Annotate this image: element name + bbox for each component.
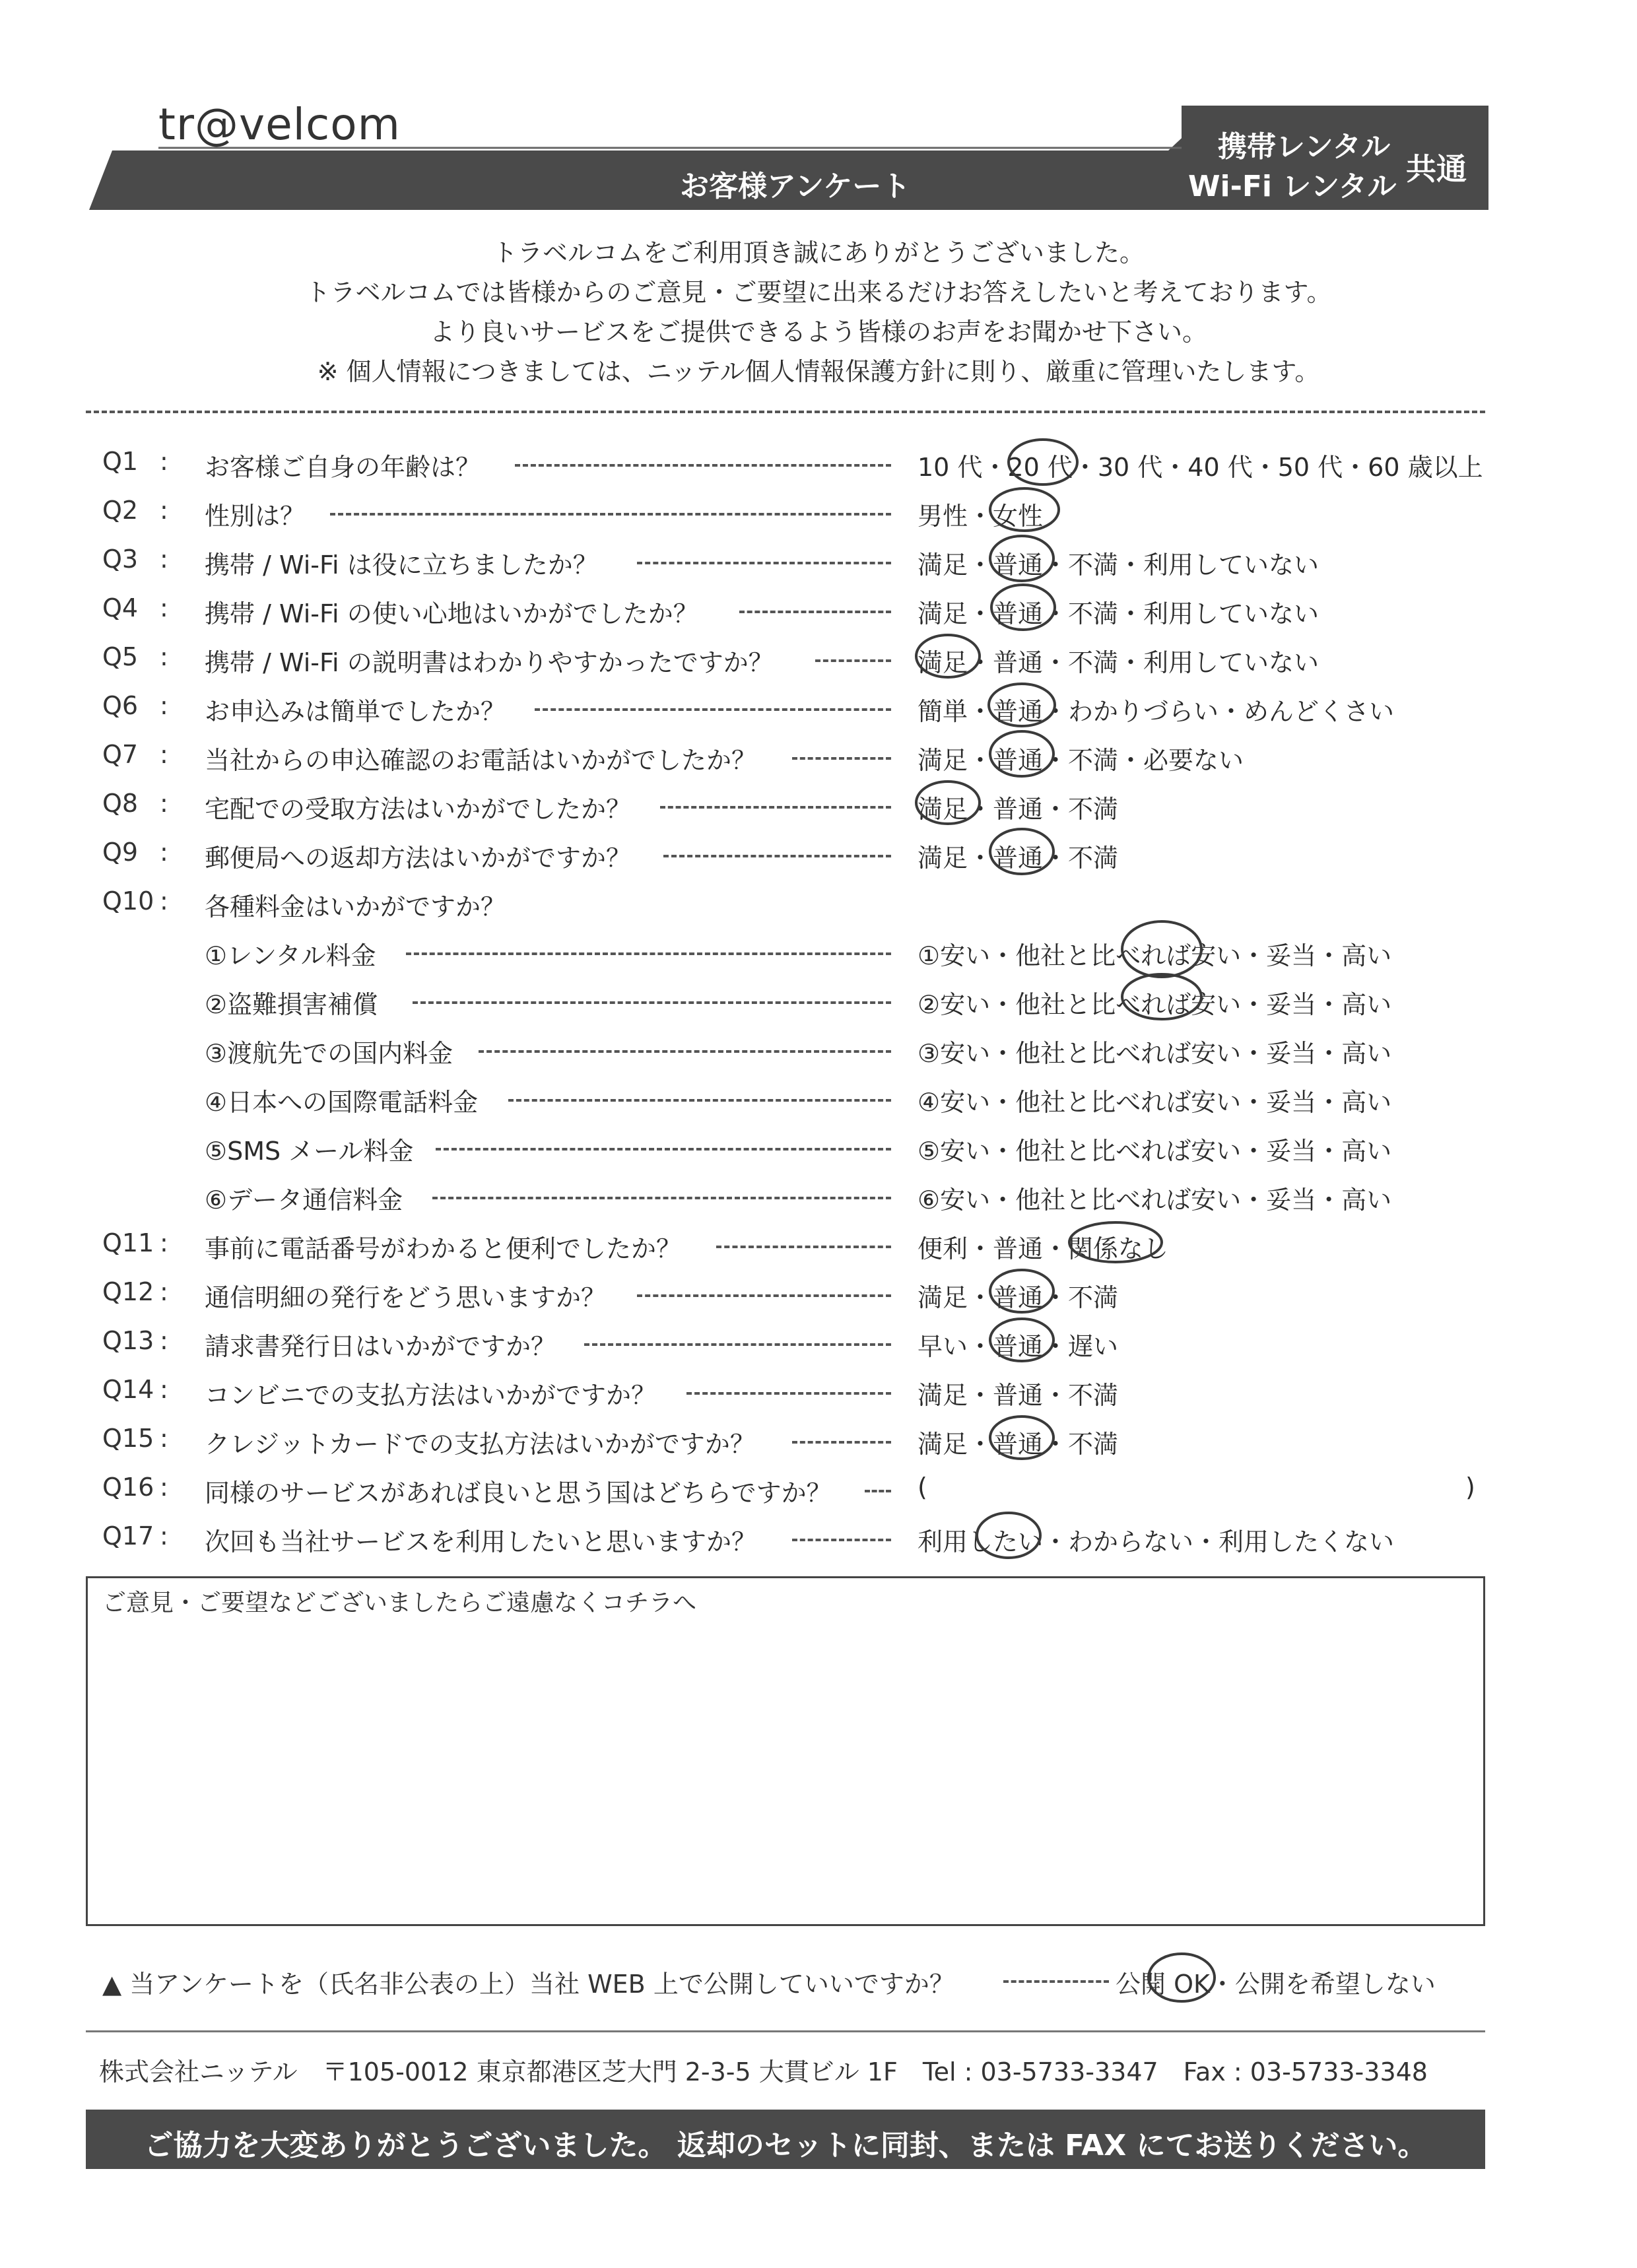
leader-dashes [436,1148,891,1151]
leader-dashes [479,1050,891,1053]
answer-options[interactable]: 早い・普通・遅い [918,1332,1119,1361]
question-colon: : [160,1228,168,1257]
fee-options[interactable]: ⑤安い・他社と比べれば安い・妥当・高い [918,1137,1392,1166]
question-text: 同様のサービスがあれば良いと思う国はどちらですか？ [205,1479,832,1508]
leader-dashes [406,952,891,955]
leader-dashes [508,1099,891,1102]
question-number: Q9 [102,838,139,867]
question-number: Q4 [102,593,139,622]
publish-consent-question: ▲ 当アンケートを（氏名非公表の上）当社 WEB 上で公開していいですか？ [102,1970,954,1999]
leader-dashes [739,611,891,613]
question-number: Q13 [102,1326,154,1355]
fee-options[interactable]: ③安い・他社と比べれば安い・妥当・高い [918,1039,1392,1068]
leader-dashes [865,1490,891,1492]
question-colon: : [160,1375,168,1404]
answer-options[interactable]: 満足・普通・不満 [918,795,1119,824]
fee-options[interactable]: ②安い・他社と比べれば安い・妥当・高い [918,990,1392,1019]
country-answer-open[interactable]: ( [918,1473,927,1502]
fee-options[interactable]: ⑥安い・他社と比べれば安い・妥当・高い [918,1185,1392,1215]
question-colon: : [160,886,168,916]
question-row-q12 [0,1277,1637,1317]
leader-dashes [535,708,891,711]
fee-text: ③渡航先での国内料金 [205,1039,453,1068]
fee-options[interactable]: ①安い・他社と比べれば安い・妥当・高い [918,941,1392,970]
question-text: 通信明細の発行をどう思いますか？ [205,1283,607,1312]
fee-row-sms [0,1131,1637,1170]
fee-row-theft [0,984,1637,1024]
question-row-q14 [0,1375,1637,1415]
answer-options[interactable]: 満足・普通・不満 [918,1430,1119,1459]
question-row-q15 [0,1424,1637,1463]
service-wifi-rental: Wi-Fi レンタル [1188,170,1397,203]
question-text: コンビニでの支払方法はいかがですか？ [205,1381,657,1410]
question-colon: : [160,1326,168,1355]
question-number: Q16 [102,1473,154,1502]
question-text: お客様ご自身の年齢は？ [205,453,481,482]
fee-row-data [0,1180,1637,1219]
service-mobile-rental: 携帯レンタル [1218,130,1391,164]
fee-text: ①レンタル料金 [205,941,376,970]
question-colon: : [160,642,168,671]
question-number: Q5 [102,642,139,671]
leader-dashes [330,513,891,516]
question-colon: : [160,691,168,720]
answer-options[interactable]: 利用したい・わからない・利用したくない [918,1527,1395,1556]
question-number: Q12 [102,1277,154,1306]
travelcom-logo: tr@velcom [158,99,401,150]
leader-dashes [792,1441,891,1444]
question-row-q10 [0,886,1637,926]
leader-dashes [792,757,891,760]
leader-dashes [660,806,891,809]
question-row-q6 [0,691,1637,731]
intro-line-2: トラベルコムでは皆様からのご意見・ご要望に出来るだけお答えしたいと考えております。 [305,278,1332,307]
fee-row-domestic [0,1033,1637,1073]
fee-text: ②盗難損害補償 [205,990,378,1019]
publish-consent-options[interactable]: 公開 OK・公開を希望しない [1116,1970,1436,1999]
question-colon: : [160,447,168,476]
answer-options[interactable]: 10 代・20 代・30 代・40 代・50 代・60 歳以上 [918,453,1483,482]
question-number: Q1 [102,447,139,476]
question-number: Q8 [102,789,139,818]
question-colon: : [160,1424,168,1453]
fee-text: ⑥データ通信料金 [205,1185,403,1215]
question-text: クレジットカードでの支払方法はいかがですか？ [205,1430,755,1459]
question-row-q4 [0,593,1637,633]
leader-dashes [584,1343,891,1346]
leader-dashes [637,1294,891,1297]
question-number: Q2 [102,496,139,525]
question-row-q8 [0,789,1637,828]
answer-options[interactable]: 満足・普通・不満・利用していない [918,648,1320,677]
country-answer-close: ) [1465,1473,1475,1502]
leader-dashes [413,1001,891,1004]
answer-options[interactable]: 満足・普通・不満・利用していない [918,599,1320,628]
leader-dashes [716,1246,891,1248]
fee-text: ④日本への国際電話料金 [205,1088,479,1117]
fee-row-international [0,1082,1637,1121]
question-number: Q10 [102,886,154,916]
fee-text: ⑤SMS メール料金 [205,1137,414,1166]
question-text: お申込みは簡単でしたか？ [205,697,506,726]
question-row-q3 [0,545,1637,584]
question-row-q9 [0,838,1637,877]
question-number: Q7 [102,740,139,769]
question-row-q16 [0,1473,1637,1512]
leader-dashes [515,464,891,467]
question-colon: : [160,838,168,867]
question-row-q5 [0,642,1637,682]
question-text: 当社からの申込確認のお電話はいかがでしたか？ [205,746,757,775]
question-colon: : [160,545,168,574]
answer-options[interactable]: 満足・普通・不満・必要ない [918,746,1244,775]
fee-row-rental [0,935,1637,975]
question-colon: : [160,740,168,769]
leader-dashes [432,1197,891,1199]
leader-dashes [792,1539,891,1541]
question-text: 事前に電話番号がわかると便利でしたか？ [205,1234,682,1263]
fee-options[interactable]: ④安い・他社と比べれば安い・妥当・高い [918,1088,1392,1117]
question-number: Q11 [102,1228,154,1257]
question-text: 郵便局への返却方法はいかがですか？ [205,844,632,873]
leader-dashes [1003,1980,1109,1983]
answer-options[interactable]: 満足・普通・不満 [918,1381,1119,1410]
question-text: 各種料金はいかがですか？ [205,892,506,921]
question-colon: : [160,1473,168,1502]
comment-label: ご意見・ご要望などございましたらご遠慮なくコチラへ [102,1589,697,1617]
question-number: Q14 [102,1375,154,1404]
question-colon: : [160,789,168,818]
comment-textarea[interactable] [86,1576,1485,1926]
service-common-label: 共通 [1406,151,1467,187]
question-colon: : [160,1521,168,1551]
leader-dashes [663,855,891,857]
question-number: Q15 [102,1424,154,1453]
question-row-q17 [0,1521,1637,1561]
leader-dashes [815,659,891,662]
question-text: 性別は？ [205,502,306,531]
answer-options[interactable]: 満足・普通・不満 [918,1283,1119,1312]
question-text: 請求書発行日はいかがですか？ [205,1332,556,1361]
leader-dashes [686,1392,891,1395]
top-dashed-divider [86,411,1485,413]
question-row-q1 [0,447,1637,486]
company-info: 株式会社ニッテル 〒105-0012 東京都港区芝大門 2-3-5 大貫ビル 1F Tel : 03-5733-3347 Fax : 03-5733-3348 [99,2057,1428,2086]
question-number: Q6 [102,691,139,720]
intro-line-4: ※ 個人情報につきましては、ニッテル個人情報保護方針に則り、厳重に管理いたします。 [317,357,1320,386]
question-colon: : [160,1277,168,1306]
question-text: 次回も当社サービスを利用したいと思いますか？ [205,1527,757,1556]
question-row-q11 [0,1228,1637,1268]
answer-options[interactable]: 満足・普通・不満 [918,844,1119,873]
answer-options[interactable]: 簡単・普通・わかりづらい・めんどくさい [918,697,1395,726]
survey-title: お客様アンケート [680,170,911,203]
question-text: 携帯 / Wi-Fi の説明書はわかりやすかったですか？ [205,648,774,677]
answer-options[interactable]: 便利・普通・関係なし [918,1234,1169,1263]
question-text: 携帯 / Wi-Fi は役に立ちましたか？ [205,550,598,580]
question-row-q13 [0,1326,1637,1366]
question-text: 携帯 / Wi-Fi の使い心地はいかがでしたか？ [205,599,698,628]
intro-line-3: より良いサービスをご提供できるよう皆様のお声をお聞かせ下さい。 [429,317,1207,347]
footer-thanks-message: ご協力を大変ありがとうございました。 返却のセットに同封、または FAX にてお送りください。 [144,2129,1427,2162]
question-number: Q17 [102,1521,154,1551]
question-colon: : [160,496,168,525]
question-row-q2 [0,496,1637,535]
footer-divider [86,2030,1485,2032]
question-row-q7 [0,740,1637,780]
answer-options[interactable]: 男性・女性 [918,502,1044,531]
question-colon: : [160,593,168,622]
question-text: 宅配での受取方法はいかがでしたか？ [205,795,632,824]
intro-line-1: トラベルコムをご利用頂き誠にありがとうございました。 [492,238,1145,267]
answer-options[interactable]: 満足・普通・不満・利用していない [918,550,1320,580]
question-number: Q3 [102,545,139,574]
leader-dashes [637,562,891,564]
